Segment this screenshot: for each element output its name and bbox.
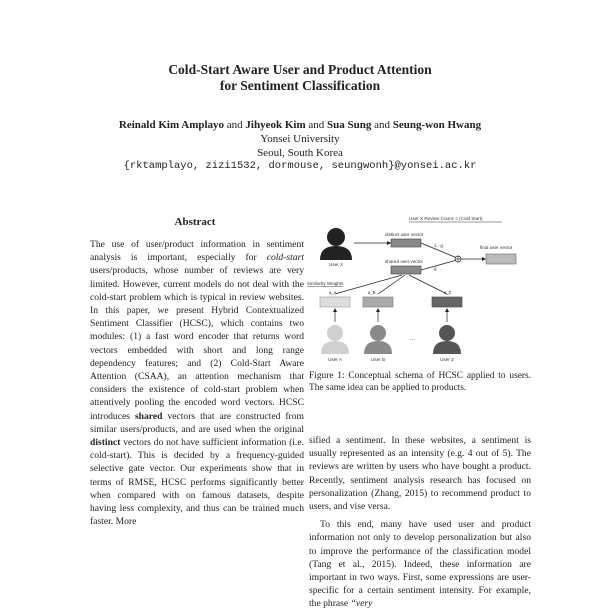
user-a-icon <box>321 325 349 354</box>
author-4: Seung-won Hwang <box>392 119 482 131</box>
author-sep: and <box>374 119 390 131</box>
figure-1-schema <box>305 212 535 364</box>
author-sep: and <box>308 119 325 131</box>
weight-z: a_Z <box>444 290 452 295</box>
final-vector-label: final user vector <box>480 245 513 250</box>
user-z-icon <box>433 325 461 354</box>
title-line-1: Cold-Start Aware User and Product Attention <box>168 62 432 77</box>
abstract-p3: vectors that are constructed from similar users/products, and are used when the original <box>90 410 304 435</box>
user-x-icon <box>320 228 352 260</box>
figure-caption: Figure 1: Conceptual schema of HCSC applied to users. The same idea can be applied to products. <box>309 371 531 394</box>
author-sep: and <box>226 119 243 131</box>
author-2: Jihyeok Kim <box>245 119 306 131</box>
abstract-heading: Abstract <box>174 216 216 228</box>
body-p2-em: “very <box>350 598 373 610</box>
shared-vector-box <box>391 266 421 274</box>
user-b-vector <box>363 297 393 307</box>
user-z-label: User Z <box>440 357 454 362</box>
user-z-vector <box>432 297 462 307</box>
shared-vector-label: shared user vector <box>385 259 424 264</box>
body-text <box>309 434 531 611</box>
author-1: Reinald Kim Amplayo <box>118 119 225 131</box>
weight-a: a_A <box>329 290 337 295</box>
location: Seoul, South Korea <box>257 147 343 159</box>
abstract-em: cold-start <box>266 252 304 264</box>
body-p2-text: To this end, many have used user and product information not only to develop personalization but also to improve the performance of the classification model (Tang et al., 2015). Indeed, these information are important in two ways. First, some expressions are user-specific for a certain sentiment intensity. For example, the phrase <box>309 519 531 610</box>
paper-title <box>0 62 600 94</box>
title-line-2: for Sentiment Classification <box>219 78 381 93</box>
final-vector-box <box>486 254 516 264</box>
abstract-bold-distinct: distinct <box>90 437 121 449</box>
user-x-label: User X <box>328 262 344 267</box>
abstract-p1: The use of user/product information in sentiment analysis is important, especially for <box>90 239 304 264</box>
abstract-bold-shared: shared <box>134 410 163 422</box>
abstract-text <box>90 238 304 528</box>
abstract-p2: users/products, whose number of reviews are very limited. However, current models do not deal with the cold-start problem which is typical in review websites. In this paper, we present Hybrid Contextualized Sentiment Classifier (HCSC), which contains two modules: (1) a fast word encoder that returns word vectors embedded with short and long range dependency features; and (2) Cold-Start Aware Attention (CSAA), an attention mechanism that considers the existence of cold-start problem when attentively pooling the encoded word vectors. HCSC introduces <box>90 265 304 422</box>
user-b-label: User B <box>370 357 386 362</box>
fig-top-label: User X Review Count: c (Cold Start) <box>409 216 483 221</box>
body-paragraph-2 <box>309 518 531 610</box>
abstract-p4: vectors do not have sufficient information (i.e. cold-start). This is decided by a frequency-guided selective gate vector. Our experiments show that in terms of RMSE, HCSC performs significantly better when compared with on famous datasets, despite having less complexity, and thus can be trained much faster. More <box>90 437 304 528</box>
distinct-vector-box <box>391 239 421 247</box>
email-list: {rktamplayo, zizi1532, dormouse, seungwonh}@yonsei.ac.kr <box>123 160 477 172</box>
weight-b: a_B <box>368 290 376 295</box>
gate-label-1: 1 - g <box>434 243 443 248</box>
similarity-weights-label: Similarity Weights <box>307 281 344 286</box>
distinct-vector-label: distinct user vector <box>385 232 424 237</box>
author-3: Sua Sung <box>327 119 372 131</box>
user-a-vector <box>320 297 350 307</box>
affiliation: Yonsei University <box>260 133 340 145</box>
users-ellipsis: ... <box>410 336 416 342</box>
user-b-icon <box>364 325 392 354</box>
user-a-label: User A <box>328 357 342 362</box>
author-list <box>0 118 600 132</box>
body-paragraph-1: sified a sentiment. In these websites, a sentiment is usually represented as an intensity (e.g. 4 out of 5). The reviews are written by users who have bought a product. Recently, sentiment analysis research has focused on personalization (Zhang, 2015) to recommend product to users, and vise versa. <box>309 435 531 513</box>
gate-label-2: g <box>434 266 437 271</box>
